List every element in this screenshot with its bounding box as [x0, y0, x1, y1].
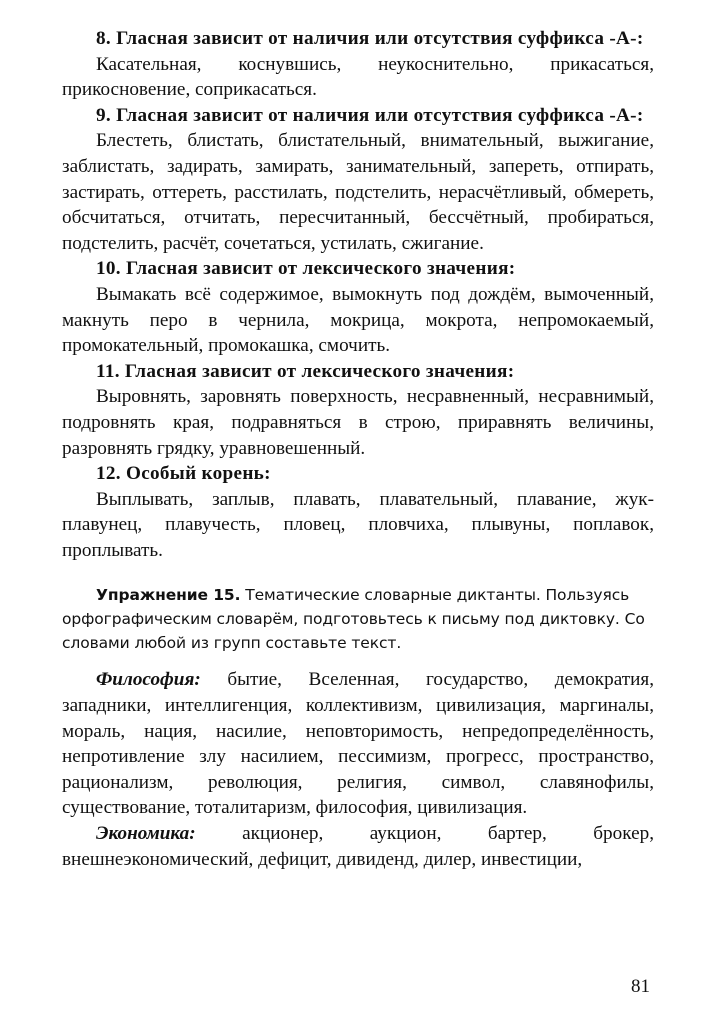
exercise-block [62, 583, 654, 655]
topic-paragraph [62, 667, 654, 821]
topics-section [62, 667, 654, 872]
topic-paragraph [62, 821, 654, 872]
rule-heading: 8. Гласная зависит от наличия или отсутствия суффикса -А-: [96, 28, 644, 49]
page-number: 81 [631, 976, 650, 997]
topic-title: Философия: [96, 669, 201, 691]
exercise-text: Тематические словарные диктанты. Пользуясь орфографическим словарём, подготовьтесь к письму под диктовку. Со словами любой из групп составьте текст. [62, 586, 645, 653]
rule-heading: 10. Гласная зависит от лексического значения: [96, 258, 516, 280]
rule-words: Вымакать всё содержимое, вымокнуть под дождём, вымоченный, макнуть перо в чернила, мокрица, мокрота, непромокаемый, промокательный, промокашка, смочить. [62, 283, 654, 357]
exercise-label: Упражнение 15. [96, 586, 241, 605]
rule-words: Выровнять, заровнять поверхность, несравненный, несравнимый, подровнять края, подравняться в строю, приравнять величины, разровнять грядку, уравновешенный. [62, 386, 654, 459]
topic-title: Экономика: [96, 823, 196, 845]
rule-heading: 9. Гласная зависит от наличия или отсутствия суффикса -А-: [96, 104, 644, 126]
topic-words: бытие, Вселенная, государство, демократия, западники, интеллигенция, коллективизм, цивилизация, маргиналы, мораль, нация, насилие, неповторимость, непредопределённость, непротивление злу насилием, пессимизм, прогресс, пространство, рационализм, революция, религия, символ, славянофилы, существование, тоталитаризм, философия, цивилизация. [62, 669, 654, 819]
topic-words: акционер, аукцион, бартер, брокер, внешнеэкономический, дефицит, дивиденд, дилер, инвестиции, [62, 823, 654, 870]
rules-section [62, 26, 654, 563]
rule-words: Касательная, коснувшись, неукоснительно, прикасаться, прикосновение, соприкасаться. [62, 53, 654, 101]
rule-heading: 12. Особый корень: [96, 463, 271, 485]
rule-words: Блестеть, блистать, блистательный, внимательный, выжигание, заблистать, задирать, замирать, занимательный, запереть, отпирать, застирать, оттереть, расстилать, подстелить, нерасчётливый, обмереть, обсчитаться, отчитать, пересчитанный, бессчётный, пробираться, подстелить, расчёт, сочетаться, устилать, сжигание. [62, 130, 654, 254]
textbook-page [62, 26, 654, 872]
rule-words: Выплывать, заплыв, плавать, плавательный, плавание, жук-плавунец, плавучесть, пловец, пловчиха, плывуны, поплавок, проплывать. [62, 488, 654, 561]
rule-heading: 11. Гласная зависит от лексического значения: [96, 360, 515, 382]
